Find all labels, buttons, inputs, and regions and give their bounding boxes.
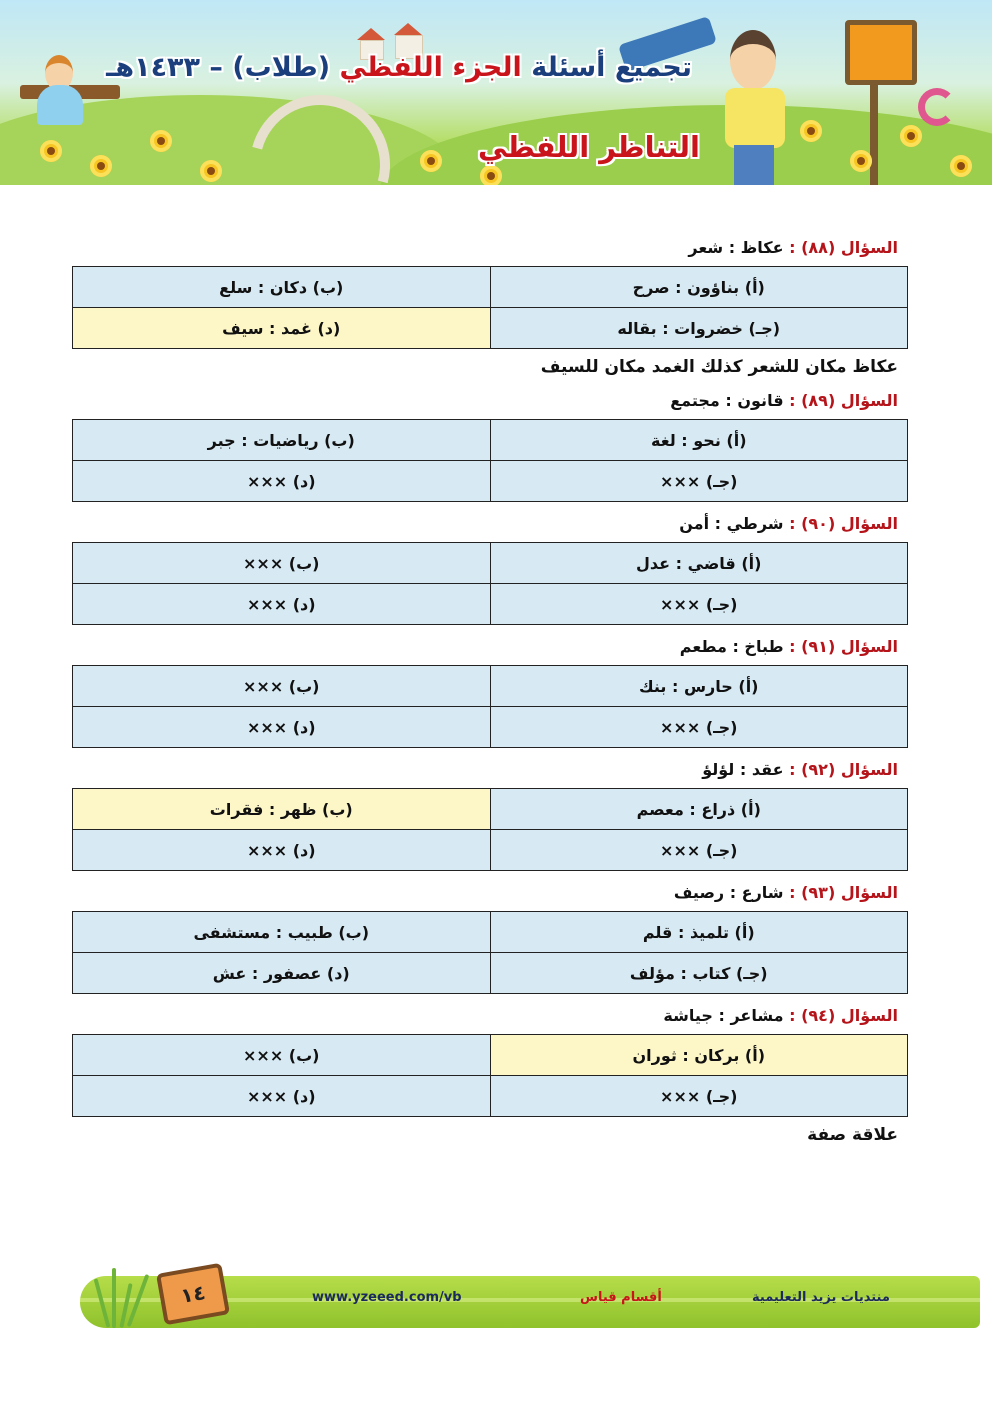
option-c: (جـ) ×××: [490, 461, 908, 502]
sign-board-icon: [845, 20, 917, 85]
title-highlight: الجزء اللفظي: [339, 52, 522, 83]
question-line: [72, 998, 908, 1034]
flower-icon: [480, 165, 502, 185]
question-pair: مشاعر : جياشة: [663, 1006, 784, 1025]
question-pair: قانون : مجتمع: [670, 391, 784, 410]
title-prefix: تجميع أسئلة: [531, 52, 692, 83]
option-c: (جـ) ×××: [490, 584, 908, 625]
option-a: (أ) حارس : بنك: [490, 666, 908, 707]
title-suffix: (طلاب) – ١٤٣٣هـ: [106, 52, 331, 83]
page-title: [106, 52, 692, 83]
question-pair: عقد : لؤلؤ: [702, 760, 784, 779]
option-c: (جـ) ×××: [490, 830, 908, 871]
question-label: السؤال (٨٩) :: [789, 391, 898, 410]
option-c: (جـ) خضروات : بقاله: [490, 308, 908, 349]
option-b-correct: (ب) ظهر : فقرات: [73, 789, 491, 830]
question-pair: طباخ : مطعم: [679, 637, 784, 656]
roof-icon: [394, 23, 422, 35]
flower-icon: [850, 150, 872, 172]
flower-icon: [200, 160, 222, 182]
flower-icon: [90, 155, 112, 177]
option-d: (د) ×××: [73, 584, 491, 625]
grass-icon: [90, 1258, 160, 1328]
roof-icon: [357, 28, 385, 40]
question-label: السؤال (٩٢) :: [789, 760, 898, 779]
footer-forum-name: منتديات يزيد التعليمية: [752, 1290, 890, 1305]
option-d: (د) عصفور : عش: [73, 953, 491, 994]
option-d: (د) ×××: [73, 461, 491, 502]
flower-icon: [800, 120, 822, 142]
options-table: [72, 419, 908, 502]
option-c: (جـ) ×××: [490, 707, 908, 748]
question-pair: عكاظ : شعر: [688, 238, 784, 257]
option-b: (ب) رياضيات : جبر: [73, 420, 491, 461]
explanation-text: علاقة صفة: [807, 1125, 898, 1145]
question-pair: شرطي : أمن: [679, 514, 784, 533]
question-line: [72, 230, 908, 266]
option-a: (أ) نحو : لغة: [490, 420, 908, 461]
sign-post-icon: [870, 70, 878, 185]
question-label: السؤال (٩٣) :: [789, 883, 898, 902]
options-table: [72, 266, 908, 349]
page-number: ١٤: [156, 1263, 230, 1326]
question-line: [72, 383, 908, 419]
options-table: [72, 1034, 908, 1117]
question-line: [72, 506, 908, 542]
option-a: (أ) تلميذ : قلم: [490, 912, 908, 953]
option-d: (د) ×××: [73, 830, 491, 871]
options-table: [72, 788, 908, 871]
options-table: [72, 542, 908, 625]
option-c: (جـ) كتاب : مؤلف: [490, 953, 908, 994]
option-a: (أ) ذراع : معصم: [490, 789, 908, 830]
question-line: [72, 875, 908, 911]
option-b: (ب) ×××: [73, 666, 491, 707]
option-d: (د) ×××: [73, 1076, 491, 1117]
option-a: (أ) بناؤون : صرح: [490, 267, 908, 308]
option-b: (ب) ×××: [73, 1035, 491, 1076]
option-b: (ب) ×××: [73, 543, 491, 584]
footer-section: أقسام قياس: [580, 1290, 662, 1305]
option-c: (جـ) ×××: [490, 1076, 908, 1117]
option-a: (أ) قاضي : عدل: [490, 543, 908, 584]
explanation-text: عكاظ مكان للشعر كذلك الغمد مكان للسيف: [540, 357, 898, 377]
option-d-correct: (د) غمد : سيف: [73, 308, 491, 349]
options-table: [72, 911, 908, 994]
option-b: (ب) دكان : سلع: [73, 267, 491, 308]
girl-illustration: [35, 55, 85, 125]
option-d: (د) ×××: [73, 707, 491, 748]
flower-icon: [40, 140, 62, 162]
question-label: السؤال (٨٨) :: [789, 238, 898, 257]
options-table: [72, 665, 908, 748]
boy-illustration: [720, 30, 790, 180]
questions-content: [72, 230, 908, 1151]
flower-icon: [150, 130, 172, 152]
header-banner: [0, 0, 992, 185]
question-label: السؤال (٩٤) :: [789, 1006, 898, 1025]
question-pair: شارع : رصيف: [673, 883, 784, 902]
option-a-correct: (أ) بركان : ثوران: [490, 1035, 908, 1076]
question-label: السؤال (٩١) :: [789, 637, 898, 656]
flower-icon: [420, 150, 442, 172]
footer-bar: [80, 1268, 980, 1334]
question-line: [72, 629, 908, 665]
question-label: السؤال (٩٠) :: [789, 514, 898, 533]
flower-icon: [900, 125, 922, 147]
footer-url[interactable]: www.yzeeed.com/vb: [312, 1290, 462, 1305]
option-b: (ب) طبيب : مستشفى: [73, 912, 491, 953]
flower-icon: [950, 155, 972, 177]
page-subtitle: التناظر اللفظي: [478, 130, 700, 164]
letter-c-icon: [918, 88, 956, 126]
question-line: [72, 752, 908, 788]
